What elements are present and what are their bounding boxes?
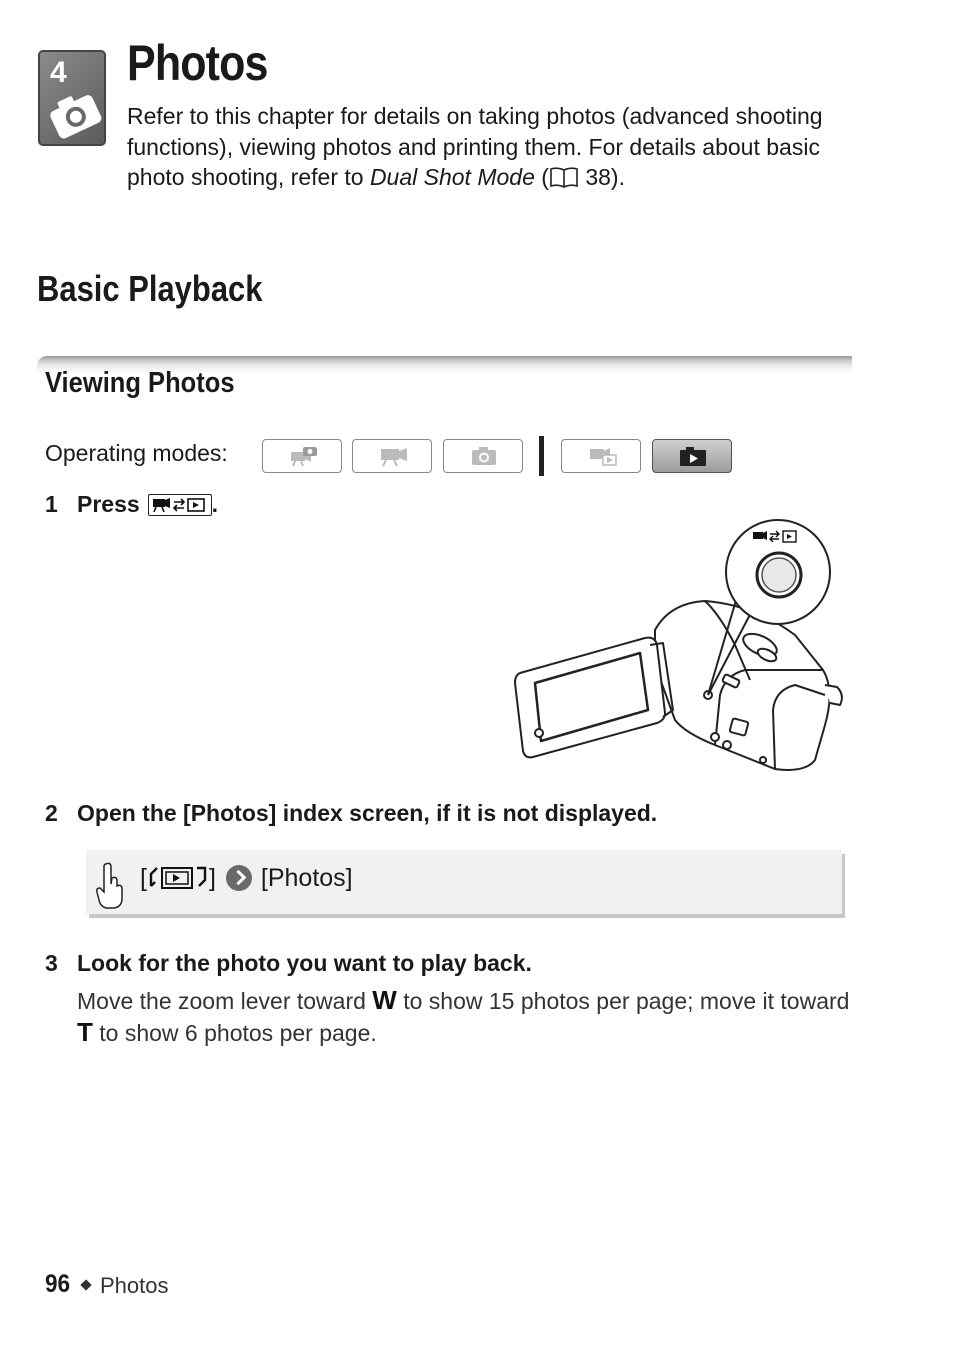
step-3-detail <box>77 985 857 1049</box>
step-3-detail-part-3: to show 6 photos per page. <box>92 1020 377 1046</box>
photos-option[interactable]: [Photos] <box>260 864 353 892</box>
camera-play-button[interactable] <box>148 494 212 516</box>
touch-hand-icon <box>94 860 128 910</box>
next-arrow-icon <box>226 865 252 891</box>
intro-text: Refer to this chapter for details on taking photos (advanced shooting functions), viewing photos and printing them. For details about basic photo shooting, refer to <box>127 103 823 190</box>
mode-movie-record <box>352 439 432 473</box>
mode-separator <box>539 436 544 476</box>
intro-end: ). <box>610 164 625 190</box>
movie-playback-icon <box>586 445 620 467</box>
mode-photo-record <box>443 439 523 473</box>
step-1-suffix: . <box>211 491 219 517</box>
step-2-number: 2 <box>45 800 58 826</box>
camera-play-toggle-icon <box>151 496 209 514</box>
step-1-number: 1 <box>45 491 58 517</box>
book-reference-icon <box>549 166 579 188</box>
step-3-text: Look for the photo you want to play back. <box>77 950 532 976</box>
chapter-number: 4 <box>50 56 67 89</box>
footer-diamond-icon <box>80 1279 91 1290</box>
step-1-text <box>77 491 218 518</box>
camcorder-illustration <box>505 505 855 780</box>
section-title: Basic Playback <box>37 268 263 309</box>
mode-dual-shot <box>262 439 342 473</box>
footer-chapter-label: Photos <box>100 1273 169 1298</box>
mode-movie-playback <box>561 439 641 473</box>
zoom-t-label: T <box>77 1017 93 1047</box>
photo-playback-icon <box>677 445 711 467</box>
touch-operation-text <box>140 864 353 893</box>
step-3-detail-part-1: Move the zoom lever toward <box>77 988 373 1014</box>
playback-menu-button[interactable] <box>147 864 209 890</box>
bracket-close: ] <box>208 864 216 892</box>
photo-record-icon <box>468 445 502 467</box>
operating-modes-label: Operating modes: <box>45 440 228 466</box>
chapter-title: Photos <box>127 35 268 91</box>
home-playback-icon <box>147 864 209 890</box>
subsection-title: Viewing Photos <box>45 367 235 399</box>
chapter-intro: Refer to this chapter for details on taking photos (advanced shooting functions), viewing photos and printing them. For details about basic photo shooting, refer to Dual Shot Mode ( 38). <box>127 103 823 190</box>
step-1-label: Press <box>77 491 140 517</box>
step-3-number: 3 <box>45 950 58 976</box>
touch-operation-box <box>86 850 842 914</box>
movie-record-icon <box>377 445 411 467</box>
dual-shot-mode-icon <box>287 445 321 467</box>
chapter-badge <box>38 50 106 146</box>
page-number: 96 <box>45 1270 71 1298</box>
intro-link-text: Dual Shot Mode <box>369 164 535 190</box>
intro-page-ref[interactable]: 38 <box>585 164 611 190</box>
zoom-w-label: W <box>372 985 397 1015</box>
step-3-detail-part-2: to show 15 photos per page; move it toward <box>396 988 850 1014</box>
step-2-text: Open the [Photos] index screen, if it is not displayed. <box>77 800 658 826</box>
camera-icon <box>46 86 104 144</box>
mode-photo-playback <box>652 439 732 473</box>
bracket-open: [ <box>140 864 147 892</box>
